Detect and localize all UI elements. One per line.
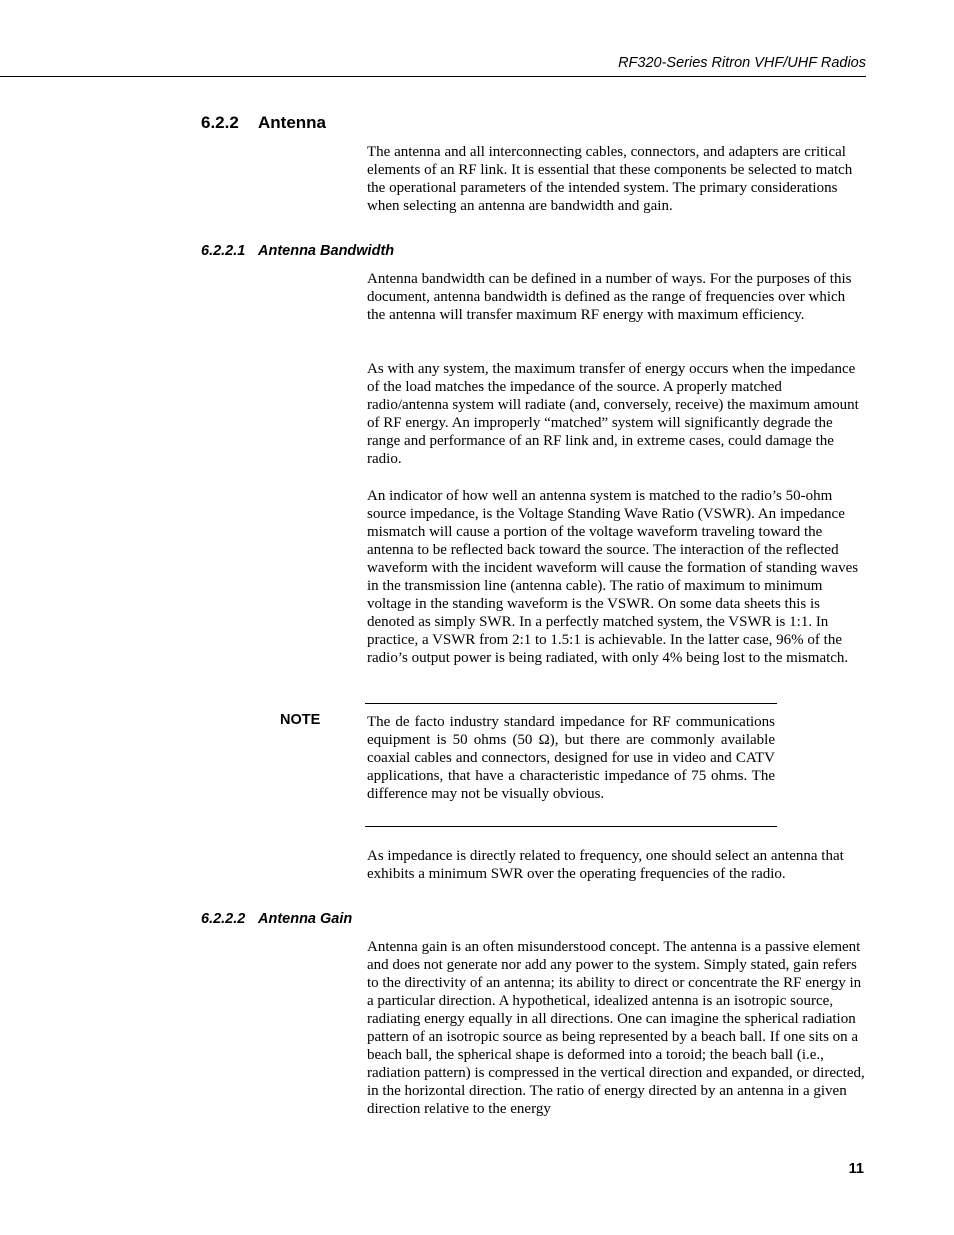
bandwidth-paragraph-2: As with any system, the maximum transfer of energy occurs when the impedance of the load matches the impedance of the source. A properly matched radio/antenna system will radiate (and, conversely, receive) the maximum amount of RF energy. An improperly “matched” system will significantly degrade the range and performance of an RF link and, in extreme cases, could damage the radio. [367,361,859,467]
section-heading [201,113,326,133]
section-intro-paragraph: The antenna and all interconnecting cables, connectors, and adapters are critical elements of an RF link. It is essential that these components be selected to match the operational parameters of the intended system. The primary considerations when selecting an antenna are bandwidth and gain. [367,144,853,214]
bandwidth-number: 6.2.2.1 [201,243,246,259]
gain-heading [201,911,352,927]
bandwidth-paragraph-1: Antenna bandwidth can be defined in a number of ways. For the purposes of this document, antenna bandwidth is defined as the range of frequencies over which the antenna will transfer maximum RF energy with maximum efficiency. [367,271,852,323]
section-number: 6.2.2 [201,113,239,132]
section-title: Antenna [258,113,326,132]
bandwidth-after-note-paragraph: As impedance is directly related to frequency, one should select an antenna that exhibits a minimum SWR over the operating frequencies of the radio. [367,848,844,882]
bandwidth-heading [201,243,394,259]
bandwidth-title: Antenna Bandwidth [258,243,395,259]
note-label: NOTE [280,712,321,728]
running-header [0,0,866,77]
gain-paragraph: Antenna gain is an often misunderstood concept. The antenna is a passive element and does not generate nor add any power to the system. Simply stated, gain refers to the directivity of an antenna; its ability to direct or concentrate the RF energy in a particular direction. A hypothetical, idealized antenna is an isotropic source, radiating energy equally in all directions. One can imagine the spherical radiation pattern of an isotropic source as being represented by a beach ball. If one sits on a beach ball, the spherical shape is deformed into a toroid; the beach ball (i.e., radiation pattern) is compressed in the vertical direction and expanded, or directed, in the horizontal direction. The ratio of energy directed by an antenna in a given direction relative to the energy [367,939,865,1117]
gain-title: Antenna Gain [258,911,353,927]
bandwidth-paragraph-3: An indicator of how well an antenna system is matched to the radio’s 50-ohm source impedance, is the Voltage Standing Wave Ratio (VSWR). An impedance mismatch will cause a portion of the voltage waveform traveling toward the antenna to be reflected back toward the source. The interaction of the reflected waveform with the incident waveform will cause the formation of standing waves in the transmission line (antenna cable). The ratio of maximum to minimum voltage in the standing waveform is the VSWR. On some data sheets this is denoted as simply SWR. In a perfectly matched system, the VSWR is 1:1. In practice, a VSWR from 2:1 to 1.5:1 is achievable. In the latter case, 96% of the radio’s output power is being radiated, with only 4% being lost to the mismatch. [367,488,859,666]
note-box [365,703,777,827]
running-header-title: RF320-Series Ritron VHF/UHF Radios [618,55,866,71]
note-text: The de facto industry standard impedance for RF communications equipment is 50 ohms (50 Ω), but there are commonly available coaxial cables and connectors, designed for use in video and CATV applications, that have a characteristic impedance of 75 ohms. The difference may not be visually obvious. [367,714,775,802]
page-number: 11 [848,1161,864,1177]
gain-number: 6.2.2.2 [201,911,246,927]
